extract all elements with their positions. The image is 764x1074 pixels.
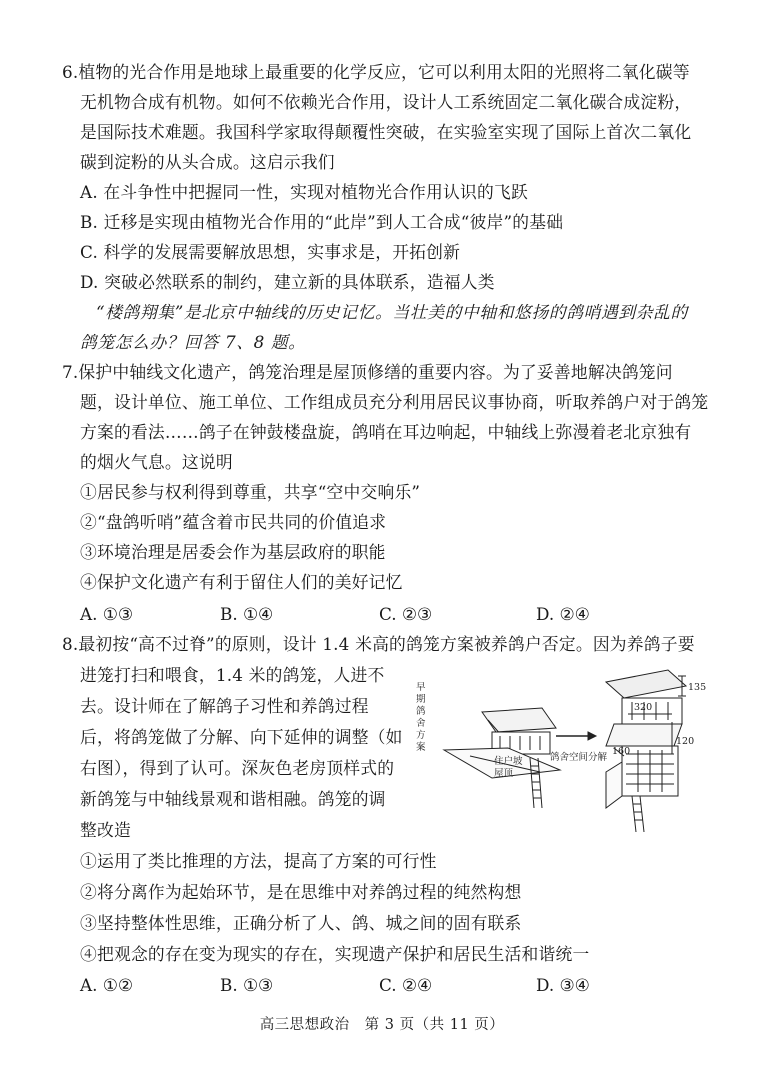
figure-left-label-5: 方 <box>416 730 426 741</box>
figure-dim-320: 320 <box>634 702 653 713</box>
figure-left-label-6: 案 <box>416 742 426 753</box>
q8-line-5: 右图），得到了认可。深灰色老房顶样式的 <box>80 758 395 778</box>
figure-dim-160: 160 <box>612 746 631 757</box>
q6-option-d: D. 突破必然联系的制约，建立新的具体联系，造福人类 <box>80 272 495 292</box>
q8-line-2: 进笼打扫和喂食，1.4 米的鸽笼，人进不 <box>80 665 385 685</box>
q7-statement-3: ③环境治理是居委会作为基层政府的职能 <box>80 542 386 562</box>
q8-statement-2: ②将分离作为起始环节，是在思维中对养鸽过程的纯然构想 <box>80 882 522 902</box>
q6-line-1: 6.植物的光合作用是地球上最重要的化学反应，它可以利用太阳的光照将二氧化碳等 <box>62 62 690 82</box>
q6-line-3: 是国际技术难题。我国科学家取得颠覆性突破，在实验室实现了国际上首次二氧化 <box>80 122 692 142</box>
pigeon-coop-figure <box>410 662 716 834</box>
q7-choice-c: C. ②③ <box>379 604 432 624</box>
q6-line-4: 碳到淀粉的从头合成。这启示我们 <box>80 152 335 172</box>
q8-line-4: 后，将鸽笼做了分解、向下延伸的调整（如 <box>80 727 403 747</box>
q6-option-b: B. 迁移是实现由植物光合作用的“此岸”到人工合成“彼岸”的基础 <box>80 212 564 232</box>
figure-left-label-1: 早 <box>416 682 426 693</box>
figure-left-label-4: 舍 <box>416 718 426 729</box>
figure-dim-120: 120 <box>676 736 695 747</box>
q7-statement-2: ②“盘鸽听哨”蕴含着市民共同的价值追求 <box>80 512 387 532</box>
figure-roof-label-1: 住户坡 <box>494 756 523 767</box>
intro-line-1: “楼鸽翔集”是北京中轴线的历史记忆。当壮美的中轴和悠扬的鸽哨遇到杂乱的 <box>96 302 688 322</box>
q7-choice-d: D. ②④ <box>536 604 590 624</box>
q8-statement-4: ④把观念的存在变为现实的存在，实现遗产保护和居民生活和谐统一 <box>80 944 590 964</box>
q8-choice-b: B. ①③ <box>220 975 274 995</box>
q7-choice-a: A. ①③ <box>80 604 133 624</box>
q8-line-6: 新鸽笼与中轴线景观和谐相融。鸽笼的调 <box>80 789 386 809</box>
q7-statement-1: ①居民参与权利得到尊重，共享“空中交响乐” <box>80 482 421 502</box>
intro-line-2: 鸽笼怎么办？回答 7、8 题。 <box>80 332 306 352</box>
figure-left-label-2: 期 <box>416 694 426 705</box>
figure-arrow-label: 鸽舍空间分解 <box>550 752 608 763</box>
q7-line-3: 方案的看法……鸽子在钟鼓楼盘旋，鸽哨在耳边响起，中轴线上弥漫着老北京独有 <box>80 422 692 442</box>
q6-option-a: A. 在斗争性中把握同一性，实现对植物光合作用认识的飞跃 <box>80 182 528 202</box>
q8-choice-c: C. ②④ <box>379 975 432 995</box>
q7-statement-4: ④保护文化遗产有利于留住人们的美好记忆 <box>80 572 403 592</box>
q8-choice-a: A. ①② <box>80 975 133 995</box>
q7-line-1: 7.保护中轴线文化遗产，鸽笼治理是屋顶修缮的重要内容。为了妥善地解决鸽笼问 <box>62 362 673 382</box>
q8-choice-d: D. ③④ <box>536 975 590 995</box>
q8-line-7: 整改造 <box>80 820 131 840</box>
q8-statement-1: ①运用了类比推理的方法，提高了方案的可行性 <box>80 851 437 871</box>
pigeon-coop-diagram <box>410 662 716 834</box>
figure-left-label-3: 鸽 <box>416 706 426 717</box>
figure-roof-label-2: 屋顶 <box>494 768 514 779</box>
q8-line-3: 去。设计师在了解鸽子习性和养鸽过程 <box>80 696 369 716</box>
q6-line-2: 无机物合成有机物。如何不依赖光合作用，设计人工系统固定二氧化碳合成淀粉， <box>80 92 692 112</box>
q6-option-c: C. 科学的发展需要解放思想，实事求是，开拓创新 <box>80 242 461 262</box>
q8-statement-3: ③坚持整体性思维，正确分析了人、鸽、城之间的固有联系 <box>80 913 522 933</box>
figure-dim-135: 135 <box>688 682 707 693</box>
q8-line-1: 8.最初按“高不过脊”的原则，设计 1.4 米高的鸽笼方案被养鸽户否定。因为养鸽子要 <box>62 634 695 654</box>
page-footer: 高三思想政治 第 3 页（共 11 页） <box>259 1017 505 1033</box>
q7-choice-b: B. ①④ <box>220 604 274 624</box>
q7-line-2: 题，设计单位、施工单位、工作组成员充分利用居民议事协商，听取养鸽户对于鸽笼 <box>80 392 709 412</box>
q7-line-4: 的烟火气息。这说明 <box>80 452 233 472</box>
